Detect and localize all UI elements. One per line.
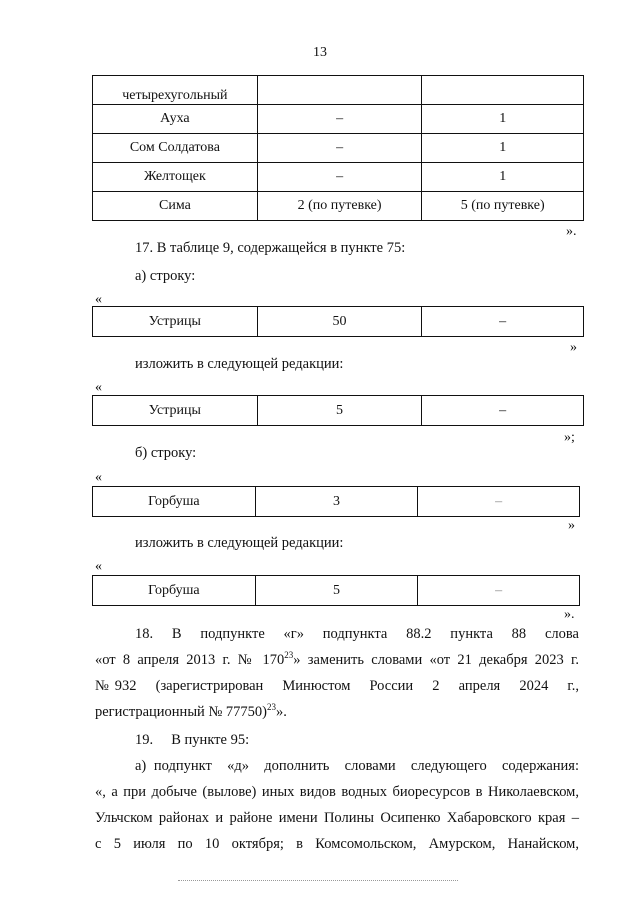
bottom-divider: [178, 880, 458, 881]
edit-instruction: изложить в следующей редакции:: [135, 535, 344, 551]
closing-quote: »: [570, 340, 577, 355]
paragraph-17: 17. В таблице 9, содержащейся в пункте 75:: [135, 240, 406, 256]
table-cell: 5: [255, 576, 418, 606]
paragraph-19-line-2: а) подпункт «д» дополнить словами следующего содержания:: [135, 758, 579, 774]
table-cell: Горбуша: [93, 487, 256, 517]
paragraph-19-line-3: «, а при добыче (вылове) иных видов водных биоресурсов в Николаевском,: [95, 784, 579, 800]
table-cell: –: [418, 487, 580, 517]
page-number: 13: [313, 45, 327, 60]
table-cell: [422, 76, 584, 105]
table-cell: [257, 76, 422, 105]
table-cell: 1: [422, 163, 584, 192]
table-cell: 1: [422, 134, 584, 163]
table-row: [93, 307, 584, 337]
table-cell: Устрицы: [93, 396, 258, 426]
table-cell: –: [422, 396, 584, 426]
table-cell: –: [418, 576, 580, 606]
row-gorbusha-new: [92, 575, 580, 606]
paragraph-18-line-4: [95, 702, 287, 722]
paragraph-18-line-1: 18. В подпункте «г» подпункта 88.2 пункта 88 слова: [135, 626, 579, 642]
footnote-ref: 23: [266, 702, 276, 713]
subitem-b: б) строку:: [135, 445, 197, 461]
table-cell: –: [257, 163, 422, 192]
table-cell: Сима: [93, 192, 258, 221]
p18-old-words: «от 8 апреля 2013 г. № 170: [95, 652, 285, 668]
table-row: [93, 396, 584, 426]
p18-end: ».: [275, 704, 287, 720]
opening-quote: «: [95, 292, 102, 307]
opening-quote: «: [95, 559, 102, 574]
paragraph-19-heading: 19. В пункте 95:: [135, 732, 250, 748]
table-cell: 5: [257, 396, 422, 426]
closing-quote: »: [568, 518, 575, 533]
table-cell: Желтощек: [93, 163, 258, 192]
table-row: [93, 192, 584, 221]
paragraph-18-line-3: № 932 (зарегистрирован Минюстом России 2 апреля 2024 г.,: [95, 678, 579, 694]
row-oysters-new: [92, 395, 584, 426]
row-gorbusha-old: [92, 486, 580, 517]
table-row: [93, 76, 584, 105]
table-cell: –: [257, 134, 422, 163]
opening-quote: «: [95, 380, 102, 395]
footnote-ref: 23: [284, 650, 294, 661]
table-cell: Ауха: [93, 105, 258, 134]
paragraph-18-line-2: [95, 650, 579, 670]
subitem-a: а) строку:: [135, 268, 196, 284]
table-cell: 5 (по путевке): [422, 192, 584, 221]
table-cell: 1: [422, 105, 584, 134]
table-cell: Горбуша: [93, 576, 256, 606]
row-oysters-old: [92, 306, 584, 337]
table-cell: 2 (по путевке): [257, 192, 422, 221]
paragraph-19-line-4: Ульчском районах и районе имени Полины Осипенко Хабаровского края –: [95, 810, 579, 826]
table-cell: Устрицы: [93, 307, 258, 337]
table-row: [93, 487, 580, 517]
paragraph-19-line-5: с 5 июля по 10 октября; в Комсомольском, Амурском, Нанайском,: [95, 836, 579, 852]
edit-instruction: изложить в следующей редакции:: [135, 356, 344, 372]
closing-quote: ».: [564, 607, 575, 622]
table-cell: четырехугольный: [93, 76, 258, 105]
p18-reg-number: регистрационный № 77750): [95, 704, 267, 720]
fish-table-continued: [92, 75, 584, 221]
table-cell: 3: [255, 487, 418, 517]
closing-quote: ».: [566, 224, 577, 239]
table-row: [93, 105, 584, 134]
table-row: [93, 134, 584, 163]
p18-new-words: » заменить словами «от 21 декабря 2023 г.: [293, 652, 579, 668]
table-row: [93, 576, 580, 606]
table-row: [93, 163, 584, 192]
table-cell: 50: [257, 307, 422, 337]
table-cell: Сом Солдатова: [93, 134, 258, 163]
table-cell: –: [422, 307, 584, 337]
closing-quote: »;: [564, 430, 575, 445]
table-cell: –: [257, 105, 422, 134]
opening-quote: «: [95, 470, 102, 485]
